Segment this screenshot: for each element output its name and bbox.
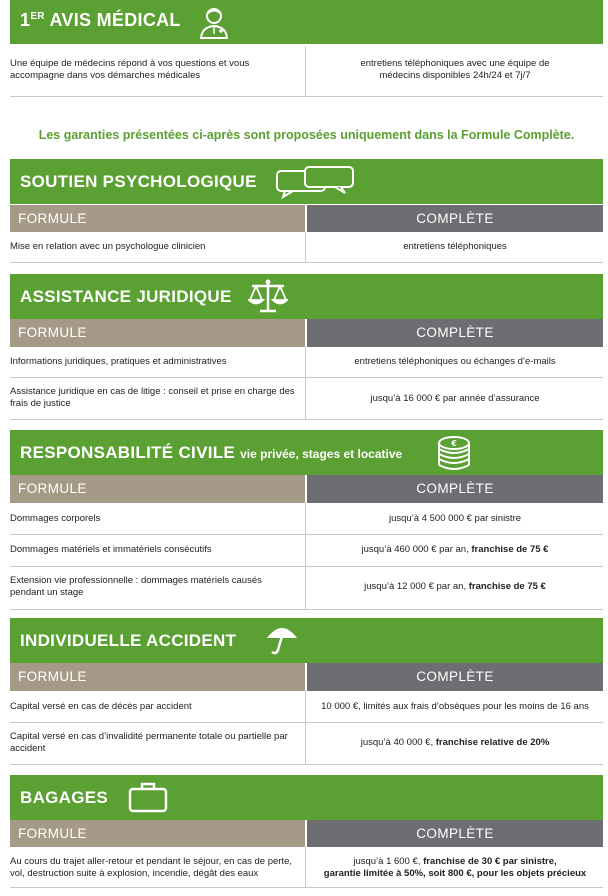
formula-note: Les garanties présentées ci-après sont proposées uniquement dans la Formule Complète. xyxy=(38,128,575,142)
avis-left-text: Une équipe de médecins répond à vos questions et vous accompagne dans vos démarches médicales xyxy=(10,58,250,81)
scales-icon xyxy=(248,278,288,314)
euro-coins-icon xyxy=(435,434,473,472)
umbrella-icon xyxy=(264,624,300,658)
divider xyxy=(10,609,603,610)
rc-row-right: jusqu’à 12 000 € par an, franchise de 75 € xyxy=(364,581,546,592)
divider xyxy=(305,347,306,419)
doctor-icon xyxy=(198,5,230,39)
section-title: ASSISTANCE JURIDIQUE xyxy=(20,287,232,306)
rc-row-left: Dommages corporels xyxy=(10,513,101,524)
rc-row-right: jusqu’à 460 000 € par an, franchise de 75 € xyxy=(361,544,549,555)
soutien-row-right: entretiens téléphoniques xyxy=(403,241,507,252)
avis-right-text: entretiens téléphoniques avec une équipe de médecins disponibles 24h/24 et 7j/7 xyxy=(360,58,550,81)
divider xyxy=(305,46,306,96)
divider xyxy=(10,419,603,420)
header-complete: COMPLÈTE xyxy=(307,475,603,503)
header-complete: COMPLÈTE xyxy=(307,663,603,691)
divider xyxy=(10,262,603,263)
header-formule: FORMULE xyxy=(10,663,305,691)
juridique-row-right: entretiens téléphoniques ou échanges d’e-mails xyxy=(354,356,556,367)
header-formule: FORMULE xyxy=(10,319,305,347)
rc-row-right: jusqu’à 4 500 000 € par sinistre xyxy=(388,513,522,524)
section-band-avis-medical xyxy=(10,0,603,44)
accident-row-right: jusqu’à 40 000 €, franchise relative de 20% xyxy=(360,737,550,748)
juridique-row-right: jusqu’à 16 000 € par année d’assurance xyxy=(370,393,540,404)
section-band-juridique xyxy=(10,274,603,319)
section-band-bagages xyxy=(10,775,603,820)
bagages-row-left: Au cours du trajet aller-retour et pendant le séjour, en cas de perte, vol, destruction suite à explosion, incendie, dégât des eaux xyxy=(10,856,292,879)
accident-row-left: Capital versé en cas de décès par accident xyxy=(10,701,192,712)
divider xyxy=(10,534,603,535)
suitcase-icon xyxy=(128,781,168,813)
rc-row-left: Dommages matériels et immatériels consécutifs xyxy=(10,544,212,555)
section-title: RESPONSABILITÉ CIVILE vie privée, stages et locative xyxy=(20,443,403,462)
section-subtitle: vie privée, stages et locative xyxy=(240,447,403,461)
divider xyxy=(10,722,603,723)
header-formule: FORMULE xyxy=(10,475,305,503)
bagages-row-right: jusqu’à 1 600 €, franchise de 30 € par sinistre, garantie limitée à 50%, soit 800 €, pour les objets précieux xyxy=(323,856,587,879)
rc-row-left: Extension vie professionnelle : dommages matériels causés pendant un stage xyxy=(10,575,262,598)
section-title: BAGAGES xyxy=(20,788,109,807)
juridique-row-left: Informations juridiques, pratiques et administratives xyxy=(10,356,227,367)
section-title: INDIVIDUELLE ACCIDENT xyxy=(20,631,237,650)
divider xyxy=(305,691,306,764)
section-band-soutien xyxy=(10,159,603,204)
divider xyxy=(305,847,306,887)
section-title: 1ER AVIS MÉDICAL xyxy=(20,10,181,30)
soutien-row-left: Mise en relation avec un psychologue clinicien xyxy=(10,241,206,252)
divider xyxy=(10,96,603,97)
section-band-accident xyxy=(10,618,603,663)
header-complete: COMPLÈTE xyxy=(307,319,603,347)
header-complete: COMPLÈTE xyxy=(307,205,603,232)
divider xyxy=(10,566,603,567)
divider xyxy=(10,377,603,378)
header-complete: COMPLÈTE xyxy=(307,820,603,847)
divider xyxy=(305,503,306,609)
divider xyxy=(10,764,603,765)
juridique-row-left: Assistance juridique en cas de litige : conseil et prise en charge des frais de justice xyxy=(10,386,295,409)
speech-bubbles-icon xyxy=(275,165,357,199)
divider xyxy=(10,887,603,888)
section-title: SOUTIEN PSYCHOLOGIQUE xyxy=(20,172,257,191)
header-formule: FORMULE xyxy=(10,820,305,847)
header-formule: FORMULE xyxy=(10,205,305,232)
accident-row-right: 10 000 €, limités aux frais d’obsèques pour les moins de 16 ans xyxy=(321,701,589,712)
section-band-rc xyxy=(10,430,603,475)
accident-row-left: Capital versé en cas d’invalidité permanente totale ou partielle par accident xyxy=(10,731,288,754)
svg-text:€: € xyxy=(451,439,457,448)
divider xyxy=(305,232,306,262)
